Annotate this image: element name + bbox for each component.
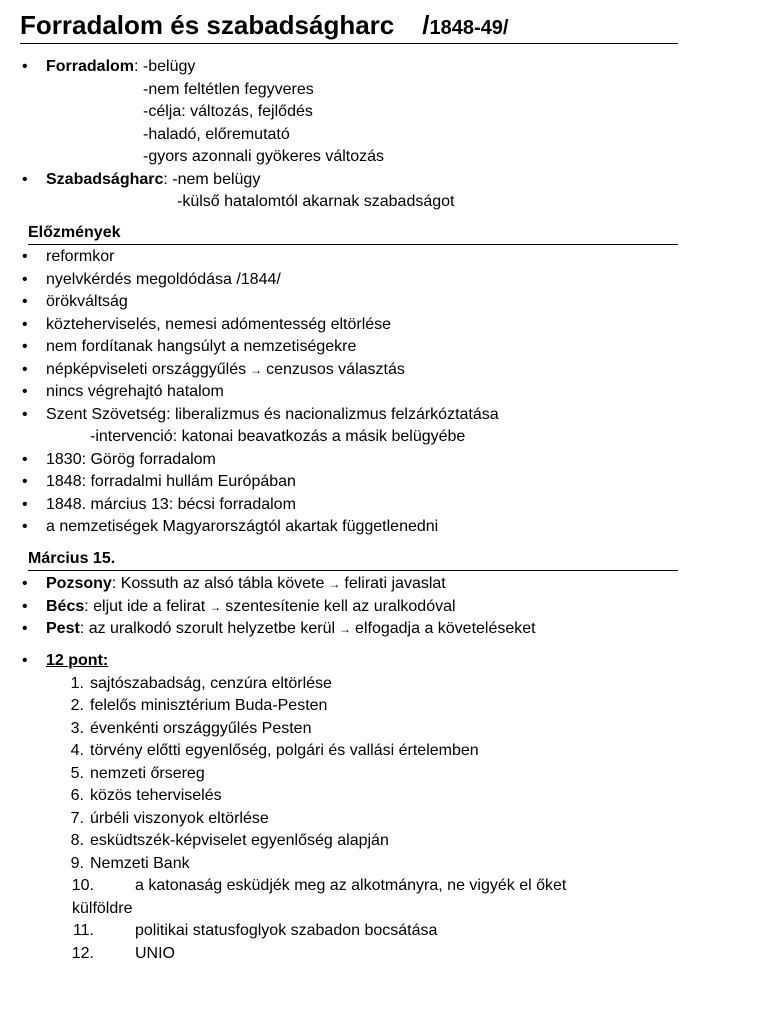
numbered-item: 11. politikai statusfoglyok szabadon bocsátása [72,922,438,939]
page-title [20,8,678,44]
bullet-icon: • [22,652,28,669]
list-item: • Forradalom: -belügy [0,56,768,79]
bullet-icon: • [22,170,28,188]
list-item: • közteherviselés, nemesi adómentesség eltörlése [0,314,768,337]
bullet-icon: • [22,473,28,490]
list-item: • Pozsony: Kossuth az alsó tábla követe → felirati javaslat [0,573,768,596]
list-item: • Szent Szövetség: liberalizmus és nacionalizmus felzárkóztatása [0,404,768,427]
list-item: • népképviseleti országgyűlés → cenzusos választás [0,359,768,382]
list-item: • 1830: Görög forradalom [0,449,768,472]
list-item: • a nemzetiségek Magyarországtól akartak függetlenedni [0,516,768,539]
numbered-item: 6. közös teherviselés [70,787,222,804]
numbered-item: 8. esküdtszék-képviselet egyenlőség alapján [70,832,389,849]
title-slash: / [422,10,430,40]
definition-line: -külső hatalomtól akarnak szabadságot [177,193,455,210]
list-item: • örökváltság [0,291,768,314]
numbered-item: 5. nemzeti őrsereg [70,764,205,782]
numbered-item: 9. Nemzeti Bank [70,854,190,872]
bullet-icon: • [22,518,28,535]
definition-line: -intervenció: katonai beavatkozás a másik belügyébe [90,428,466,445]
section-heading-12-pont: 12 pont: [46,652,109,669]
section-heading-marcius: Március 15. [28,548,678,571]
list-item: • reformkor [0,246,768,269]
definition-line: -nem feltétlen fegyveres [143,80,314,98]
title-main: Forradalom és szabadságharc [20,10,395,40]
numbered-item: 12. UNIO [71,944,175,962]
definition-line: -gyors azonnali gyökeres változás [143,148,385,165]
list-item: • nem fordítanak hangsúlyt a nemzetiségekre [0,336,768,359]
term-forradalom: Forradalom [46,58,135,75]
bullet-icon: • [22,293,28,310]
numbered-item: 1. sajtószabadság, cenzúra eltörlése [70,674,332,692]
bullet-icon: • [22,620,28,637]
list-item: • Bécs: eljut ide a felirat → szentesítenie kell az uralkodóval [0,596,768,619]
bullet-icon: • [22,405,28,423]
bullet-icon: • [22,597,28,615]
pontok-section [0,650,768,965]
numbered-item: 3. évenkénti országgyűlés Pesten [70,719,312,737]
term-szabadsagharc: Szabadságharc [46,170,164,188]
bullet-icon: • [22,270,28,288]
bullet-icon: • [22,58,28,75]
numbered-item-wrap: külföldre [72,899,133,917]
bullet-icon: • [22,315,28,333]
section-heading-elozmenyek: Előzmények [28,222,678,245]
list-item: • 1848. március 13: bécsi forradalom [0,494,768,517]
list-item: • nincs végrehajtó hatalom [0,381,768,404]
arrow-right-icon: → [250,362,263,377]
list-item: • nyelvkérdés megoldódása /1844/ [0,269,768,292]
arrow-right-icon: → [209,599,222,614]
title-years: 1848-49/ [429,17,509,39]
definition-line: -célja: változás, fejlődés [143,103,313,120]
list-item: • Pest: az uralkodó szorult helyzetbe kerül → elfogadja a követeléseket [0,618,768,641]
bullet-icon: • [22,495,28,513]
bullet-icon: • [22,248,28,265]
numbered-item: 4. törvény előtti egyenlőség, polgári és vallási értelemben [70,742,479,759]
definition-line: -haladó, előremutató [143,125,290,143]
list-item: • 1848: forradalmi hullám Európában [0,471,768,494]
marcius-list [0,573,768,641]
bullet-icon: • [22,338,28,355]
arrow-right-icon: → [328,577,341,591]
definitions-list [0,56,768,214]
bullet-icon: • [22,450,28,468]
elozmenyek-list [0,246,768,539]
numbered-item: 2. felelős minisztérium Buda-Pesten [70,697,328,714]
arrow-right-icon: → [339,622,352,636]
bullet-icon: • [22,360,28,378]
numbered-item: 7. úrbéli viszonyok eltörlése [70,809,269,827]
bullet-icon: • [22,575,28,592]
numbered-item: 10. a katonaság esküdjék meg az alkotmányra, ne vigyék el őket [71,877,567,894]
list-item: • Szabadságharc: -nem belügy [0,169,768,192]
bullet-icon: • [22,383,28,400]
list-item [0,650,768,673]
